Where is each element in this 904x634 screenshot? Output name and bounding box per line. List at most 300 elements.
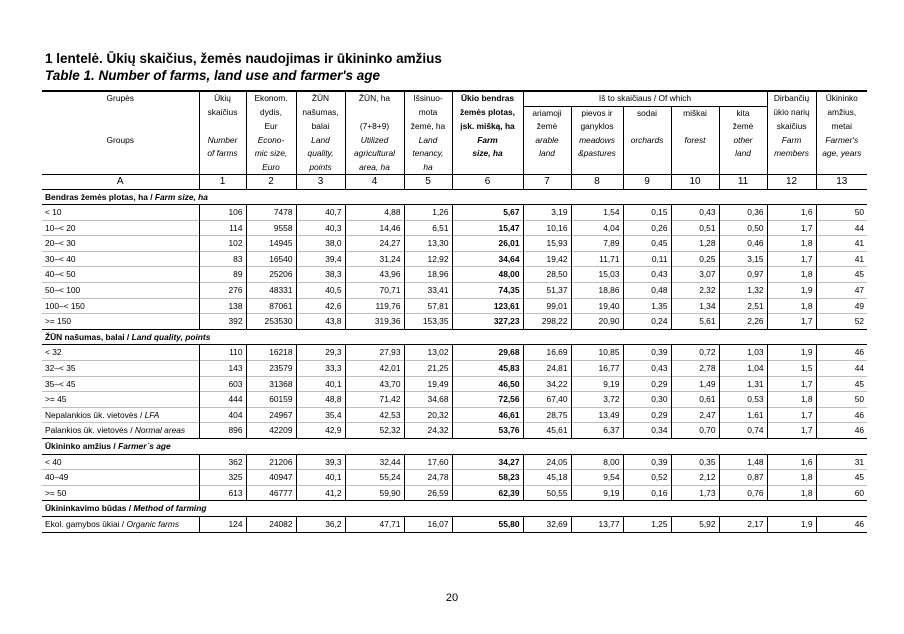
header-col11: žemė <box>719 120 767 134</box>
table-cell: 19,42 <box>523 251 571 267</box>
table-cell: 1,9 <box>767 516 816 532</box>
table-cell: 49 <box>816 298 867 314</box>
table-cell: 40,7 <box>296 205 345 221</box>
table-cell: 25206 <box>246 267 296 283</box>
table-cell: 16540 <box>246 251 296 267</box>
table-cell: 59,90 <box>345 485 404 501</box>
table-cell: 0,36 <box>719 205 767 221</box>
table-cell: 34,64 <box>452 251 523 267</box>
table-row <box>42 205 867 221</box>
column-number: 11 <box>719 175 767 190</box>
header-col7-en: arable <box>523 134 571 148</box>
table-cell: 20,90 <box>571 314 623 330</box>
header-col12: Dirbančių <box>767 91 816 106</box>
row-label-lt: 100–< 150 <box>45 300 85 311</box>
table-cell: 45,61 <box>523 423 571 439</box>
table-cell: 613 <box>199 485 246 501</box>
table-cell: 3,07 <box>671 267 719 283</box>
table-row <box>42 220 867 236</box>
header-col9: sodai <box>623 106 671 120</box>
table-cell: 143 <box>199 361 246 377</box>
table-cell: 28,50 <box>523 267 571 283</box>
header-col2-en: Euro <box>246 161 296 175</box>
table-cell: 2,26 <box>719 314 767 330</box>
table-cell: 4,88 <box>345 205 404 221</box>
column-number: 5 <box>404 175 452 190</box>
table-cell: 2,78 <box>671 361 719 377</box>
table-cell: 0,51 <box>671 220 719 236</box>
header-col12-en <box>767 161 816 175</box>
row-label <box>42 454 199 470</box>
table-cell: 45,83 <box>452 361 523 377</box>
table-cell: 89 <box>199 267 246 283</box>
table-cell: 13,77 <box>571 516 623 532</box>
header-col1 <box>199 120 246 134</box>
row-label <box>42 345 199 361</box>
table-cell: 16218 <box>246 345 296 361</box>
row-label-lt: Ekol. gamybos ūkiai / <box>45 518 127 529</box>
table-cell: 45 <box>816 376 867 392</box>
column-number: 6 <box>452 175 523 190</box>
table-cell: 34,22 <box>523 376 571 392</box>
table-row <box>42 470 867 486</box>
table-cell: 3,72 <box>571 392 623 408</box>
header-col13-en <box>816 161 867 175</box>
section-title <box>42 439 867 455</box>
table-cell: 26,01 <box>452 236 523 252</box>
header-col2-en: Econo- <box>246 134 296 148</box>
table-cell: 41 <box>816 236 867 252</box>
row-label-en: Normal areas <box>134 425 186 436</box>
table-cell: 57,81 <box>404 298 452 314</box>
table-cell: 1,6 <box>767 205 816 221</box>
table-cell: 62,39 <box>452 485 523 501</box>
table-cell: 0,15 <box>623 205 671 221</box>
table-cell: 13,30 <box>404 236 452 252</box>
table-cell: 43,96 <box>345 267 404 283</box>
section-title-lt: Bendras žemės plotas, ha / <box>45 191 155 202</box>
table-cell: 10,85 <box>571 345 623 361</box>
table-cell: 52 <box>816 314 867 330</box>
header-col13: Ūkininko <box>816 91 867 106</box>
header-col1-en: Number <box>199 134 246 148</box>
table-cell: 5,61 <box>671 314 719 330</box>
table-row <box>42 423 867 439</box>
table-cell: 58,23 <box>452 470 523 486</box>
row-label-lt: 20–< 30 <box>45 238 76 249</box>
column-number: 12 <box>767 175 816 190</box>
table-cell: 0,39 <box>623 454 671 470</box>
row-label-lt: 35–< 45 <box>45 378 76 389</box>
header-of-which: Iš to skaičiaus / Of which <box>523 91 767 106</box>
table-row <box>42 376 867 392</box>
section-title-en: Method of farming <box>133 503 207 514</box>
header-col8-en: meadows <box>571 134 623 148</box>
table-cell: 1,8 <box>767 485 816 501</box>
table-cell: 0,46 <box>719 236 767 252</box>
table-cell: 1,32 <box>719 283 767 299</box>
table-cell: 24967 <box>246 407 296 423</box>
table-cell: 19,49 <box>404 376 452 392</box>
table-row <box>42 454 867 470</box>
table-cell: 39,3 <box>296 454 345 470</box>
table-cell: 72,56 <box>452 392 523 408</box>
table-row <box>42 283 867 299</box>
table-cell: 0,48 <box>623 283 671 299</box>
header-cell <box>719 161 767 175</box>
header-groups-lt: Grupės <box>42 91 199 106</box>
header-col4: ŽŪN, ha <box>345 91 404 106</box>
table-cell: 50,55 <box>523 485 571 501</box>
header-col7: žemė <box>523 120 571 134</box>
table-cell: 34,27 <box>452 454 523 470</box>
table-cell: 40,5 <box>296 283 345 299</box>
row-label <box>42 267 199 283</box>
header-col2-en: mic size, <box>246 147 296 161</box>
table-cell: 50 <box>816 392 867 408</box>
header-col3-en: Land <box>296 134 345 148</box>
row-label-lt: < 32 <box>45 347 62 358</box>
table-cell: 0,43 <box>671 205 719 221</box>
table-cell: 60159 <box>246 392 296 408</box>
section-title-en: Farmer`s age <box>118 441 171 451</box>
table-cell: 52,32 <box>345 423 404 439</box>
table-cell: 21,25 <box>404 361 452 377</box>
header-cell <box>671 161 719 175</box>
header-col12-en: Farm <box>767 134 816 148</box>
table-cell: 0,26 <box>623 220 671 236</box>
table-cell: 2,12 <box>671 470 719 486</box>
row-label <box>42 485 199 501</box>
header-groups-en: Groups <box>106 134 134 145</box>
table-cell: 32,69 <box>523 516 571 532</box>
section-title-en: Farm size, ha <box>154 191 208 202</box>
header-cell <box>42 106 199 120</box>
table-cell: 47 <box>816 283 867 299</box>
table-cell: 1,34 <box>671 298 719 314</box>
table-cell: 31,24 <box>345 251 404 267</box>
table-cell: 1,54 <box>571 205 623 221</box>
table-cell: 14945 <box>246 236 296 252</box>
table-cell: 12,92 <box>404 251 452 267</box>
table-cell: 46 <box>816 345 867 361</box>
table-cell: 33,3 <box>296 361 345 377</box>
table-cell: 40,1 <box>296 470 345 486</box>
table-cell: 5,92 <box>671 516 719 532</box>
table-cell: 7478 <box>246 205 296 221</box>
table-cell: 99,01 <box>523 298 571 314</box>
header-col13: metai <box>816 120 867 134</box>
table-cell: 43,70 <box>345 376 404 392</box>
table-row <box>42 361 867 377</box>
table-cell: 45 <box>816 267 867 283</box>
table-cell: 42,9 <box>296 423 345 439</box>
row-label <box>42 407 199 423</box>
row-label <box>42 220 199 236</box>
section-header-row <box>42 329 867 345</box>
table-cell: 55,24 <box>345 470 404 486</box>
table-cell: 31 <box>816 454 867 470</box>
table-cell: 4,04 <box>571 220 623 236</box>
header-col1-en: of farms <box>199 147 246 161</box>
table-cell: 40,1 <box>296 376 345 392</box>
row-label <box>42 361 199 377</box>
table-cell: 41,2 <box>296 485 345 501</box>
table-cell: 16,07 <box>404 516 452 532</box>
column-number: 9 <box>623 175 671 190</box>
table-cell: 2,51 <box>719 298 767 314</box>
table-cell: 21206 <box>246 454 296 470</box>
column-number-row <box>42 175 867 190</box>
table-cell: 16,77 <box>571 361 623 377</box>
section-header-row <box>42 501 867 517</box>
row-label <box>42 314 199 330</box>
table-cell: 1,35 <box>623 298 671 314</box>
row-label-lt: 40–< 50 <box>45 269 76 280</box>
table-title-en: Table 1. Number of farms, land use and farmer's age <box>45 68 381 83</box>
table-cell: 1,9 <box>767 283 816 299</box>
table-cell: 0,30 <box>623 392 671 408</box>
table-cell: 11,71 <box>571 251 623 267</box>
table-cell: 45 <box>816 470 867 486</box>
table-cell: 1,7 <box>767 251 816 267</box>
table-cell: 8,00 <box>571 454 623 470</box>
header-col4 <box>345 106 404 120</box>
row-label <box>42 283 199 299</box>
table-cell: 1,7 <box>767 314 816 330</box>
table-cell: 1,28 <box>671 236 719 252</box>
table-cell: 444 <box>199 392 246 408</box>
title-block <box>45 50 442 84</box>
header-col1: skaičius <box>199 106 246 120</box>
header-col4-en: Utilized <box>345 134 404 148</box>
table-row <box>42 236 867 252</box>
table-cell: 2,47 <box>671 407 719 423</box>
row-label-lt: Palankios ūk. vietovės / <box>45 425 135 436</box>
table-cell: 1,8 <box>767 236 816 252</box>
table-row <box>42 267 867 283</box>
table-cell: 6,51 <box>404 220 452 236</box>
table-cell: 42,6 <box>296 298 345 314</box>
table-cell: 1,26 <box>404 205 452 221</box>
table-cell: 1,7 <box>767 407 816 423</box>
section-header-row <box>42 189 867 205</box>
header-col1: Ūkių <box>199 91 246 106</box>
table-cell: 24,78 <box>404 470 452 486</box>
table-row <box>42 298 867 314</box>
header-col3: ŽŪN <box>296 91 345 106</box>
table-cell: 0,52 <box>623 470 671 486</box>
table-cell: 46777 <box>246 485 296 501</box>
table-cell: 124 <box>199 516 246 532</box>
column-number: 4 <box>345 175 404 190</box>
header-col7-en: land <box>523 147 571 161</box>
row-label <box>42 392 199 408</box>
row-label-lt: >= 45 <box>45 394 67 405</box>
header-col8: pievos ir <box>571 106 623 120</box>
header-col11-en: other <box>719 134 767 148</box>
row-label-lt: 30–< 40 <box>45 253 76 264</box>
section-title <box>42 501 867 517</box>
table-cell: 327,23 <box>452 314 523 330</box>
farms-table <box>42 90 867 533</box>
column-number: 8 <box>571 175 623 190</box>
table-cell: 362 <box>199 454 246 470</box>
table-cell: 325 <box>199 470 246 486</box>
table-title-lt: 1 lentelė. Ūkių skaičius, žemės naudojimas ir ūkininko amžius <box>45 51 442 66</box>
row-label <box>42 516 199 532</box>
table-cell: 5,67 <box>452 205 523 221</box>
table-row <box>42 251 867 267</box>
header-col5: žemė, ha <box>404 120 452 134</box>
section-title <box>42 189 867 205</box>
table-cell: 29,68 <box>452 345 523 361</box>
header-col6: įsk. mišką, ha <box>452 120 523 134</box>
table-cell: 33,41 <box>404 283 452 299</box>
table-cell: 10,16 <box>523 220 571 236</box>
row-label-lt: < 40 <box>45 456 62 467</box>
row-label-lt: >= 50 <box>45 487 67 498</box>
table-cell: 18,96 <box>404 267 452 283</box>
table-cell: 253530 <box>246 314 296 330</box>
table-cell: 48331 <box>246 283 296 299</box>
table-row <box>42 516 867 532</box>
table-cell: 0,53 <box>719 392 767 408</box>
table-cell: 23579 <box>246 361 296 377</box>
table-cell: 46 <box>816 407 867 423</box>
table-cell: 1,8 <box>767 298 816 314</box>
table-cell: 1,31 <box>719 376 767 392</box>
table-cell: 1,61 <box>719 407 767 423</box>
column-number: 7 <box>523 175 571 190</box>
column-number: 2 <box>246 175 296 190</box>
table-cell: 46,50 <box>452 376 523 392</box>
header-cell <box>42 161 199 175</box>
table-cell: 102 <box>199 236 246 252</box>
table-cell: 0,97 <box>719 267 767 283</box>
table-cell: 0,25 <box>671 251 719 267</box>
column-number: 10 <box>671 175 719 190</box>
table-cell: 53,76 <box>452 423 523 439</box>
header-col4-en: area, ha <box>345 161 404 175</box>
table-cell: 1,25 <box>623 516 671 532</box>
table-cell: 36,2 <box>296 516 345 532</box>
table-cell: 0,87 <box>719 470 767 486</box>
header-col12-en: members <box>767 147 816 161</box>
table-cell: 2,32 <box>671 283 719 299</box>
table-cell: 46 <box>816 516 867 532</box>
table-cell: 83 <box>199 251 246 267</box>
table-cell: 50 <box>816 205 867 221</box>
header-col10-en: forest <box>671 134 719 148</box>
header-col3: balai <box>296 120 345 134</box>
table-cell: 46,61 <box>452 407 523 423</box>
table-cell: 60 <box>816 485 867 501</box>
row-label <box>42 376 199 392</box>
table-cell: 24,27 <box>345 236 404 252</box>
table-cell: 41 <box>816 251 867 267</box>
table-cell: 6,37 <box>571 423 623 439</box>
table-cell: 15,93 <box>523 236 571 252</box>
table-cell: 603 <box>199 376 246 392</box>
table-cell: 1,8 <box>767 267 816 283</box>
section-title-lt: Ūkininko amžius / <box>45 441 119 451</box>
table-cell: 13,49 <box>571 407 623 423</box>
table-cell: 0,45 <box>623 236 671 252</box>
table-cell: 392 <box>199 314 246 330</box>
table-cell: 32,44 <box>345 454 404 470</box>
table-cell: 1,8 <box>767 392 816 408</box>
header-col3: našumas, <box>296 106 345 120</box>
row-label-en: LFA <box>144 409 160 420</box>
row-label <box>42 423 199 439</box>
table-cell: 71,42 <box>345 392 404 408</box>
header-col11: kita <box>719 106 767 120</box>
table-cell: 0,61 <box>671 392 719 408</box>
table-cell: 29,3 <box>296 345 345 361</box>
table-cell: 45,18 <box>523 470 571 486</box>
table-cell: 106 <box>199 205 246 221</box>
section-title-lt: Ūkininkavimo būdas / <box>45 503 134 514</box>
section-title-en: Land quality, points <box>131 331 211 342</box>
table-cell: 28,75 <box>523 407 571 423</box>
header-col4: (7+8+9) <box>345 120 404 134</box>
table-cell: 0,34 <box>623 423 671 439</box>
header-col12: skaičius <box>767 120 816 134</box>
table-cell: 896 <box>199 423 246 439</box>
header-col10-en <box>671 147 719 161</box>
header-col13: amžius, <box>816 106 867 120</box>
table-cell: 0,11 <box>623 251 671 267</box>
table-cell: 44 <box>816 361 867 377</box>
header-col2: dydis, <box>246 106 296 120</box>
table-cell: 34,68 <box>404 392 452 408</box>
row-label-lt: 10–< 20 <box>45 222 76 233</box>
table-cell: 15,03 <box>571 267 623 283</box>
table-cell: 17,60 <box>404 454 452 470</box>
header-col5-en: ha <box>404 161 452 175</box>
table-cell: 27,93 <box>345 345 404 361</box>
table-cell: 87061 <box>246 298 296 314</box>
table-cell: 1,49 <box>671 376 719 392</box>
table-cell: 18,86 <box>571 283 623 299</box>
row-label <box>42 236 199 252</box>
table-cell: 1,5 <box>767 361 816 377</box>
table-cell: 3,15 <box>719 251 767 267</box>
table-cell: 15,47 <box>452 220 523 236</box>
column-number: 3 <box>296 175 345 190</box>
column-number: 1 <box>199 175 246 190</box>
table-cell: 276 <box>199 283 246 299</box>
table-cell: 13,02 <box>404 345 452 361</box>
header-cell <box>42 120 199 134</box>
table-row <box>42 314 867 330</box>
table-cell: 38,0 <box>296 236 345 252</box>
table-cell: 1,8 <box>767 470 816 486</box>
table-cell: 2,17 <box>719 516 767 532</box>
header-col10: miškai <box>671 106 719 120</box>
table-row <box>42 392 867 408</box>
table-cell: 0,24 <box>623 314 671 330</box>
table-cell: 0,76 <box>719 485 767 501</box>
table-cell: 0,74 <box>719 423 767 439</box>
row-label <box>42 298 199 314</box>
header-col1-en <box>199 161 246 175</box>
table-cell: 40,3 <box>296 220 345 236</box>
header-col13-en: Farmer's <box>816 134 867 148</box>
table-cell: 1,03 <box>719 345 767 361</box>
table-cell: 0,70 <box>671 423 719 439</box>
